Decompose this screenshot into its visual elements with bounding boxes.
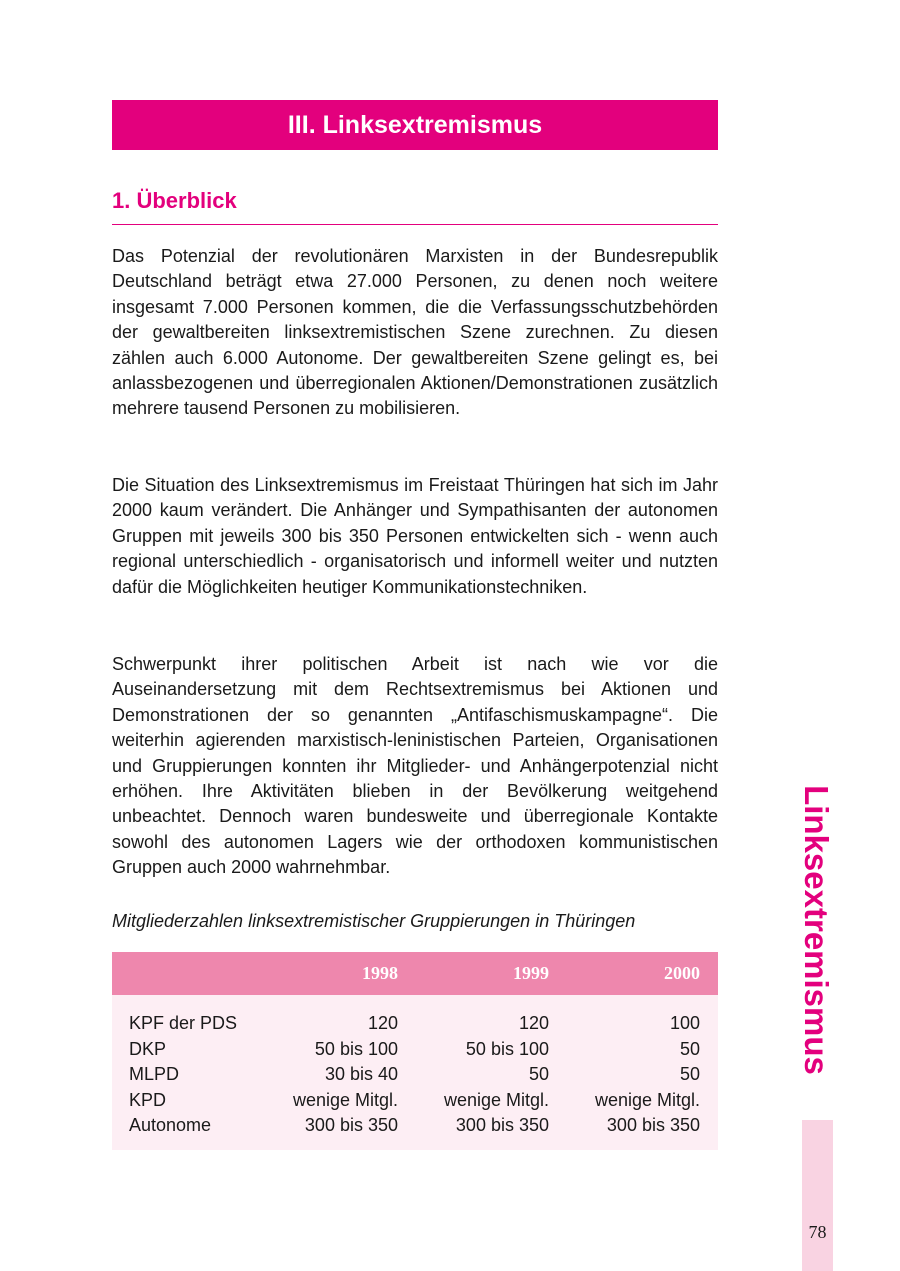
cell-1998: 120: [367, 1013, 398, 1033]
table-caption: Mitgliederzahlen linksextremistischer Gruppierungen in Thüringen: [112, 911, 636, 931]
column-header-1999: 1999: [513, 963, 549, 983]
cell-2000: 300 bis 350: [606, 1115, 700, 1136]
row-label: KPD: [129, 1089, 167, 1110]
cell-1998: 50 bis 100: [314, 1038, 398, 1059]
paragraph-political-focus: Schwerpunkt ihrer politischen Arbeit ist nach wie vor die Auseinandersetzung mit dem Rechtsextremismus bei Aktionen und Demonstrationen der so genannten „Antifaschismuskampagne“. Die weiterhin agierenden marxistisch-leninistischen Parteien, Organisationen und Gruppierungen konnten ihr Mitglieder- und Anhängerpotenzial nicht erhöhen. Ihre Aktivitäten blieben in der Bevölkerung weitgehend unbeachtet. Dennoch waren bundesweite und überregionale Kontakte sowohl des autonomen Lagers wie der orthodoxen kommunistischen Gruppen auch 2000 wahrnehmbar.: [112, 654, 718, 878]
cell-1998: wenige Mitgl.: [292, 1089, 398, 1110]
cell-2000: 100: [669, 1013, 700, 1033]
chapter-title: III. Linksextremismus: [287, 110, 543, 139]
table-header-row: [112, 952, 718, 995]
thumb-index-tab: [802, 1120, 833, 1271]
cell-1999: 120: [518, 1013, 549, 1033]
column-header-2000: 2000: [664, 963, 700, 983]
table-row: [112, 1113, 718, 1139]
side-label-text: Linksextremismus: [798, 785, 835, 1075]
table-row: [112, 1037, 718, 1063]
chapter-title-bar: [112, 100, 718, 150]
row-label: KPF der PDS: [129, 1013, 238, 1033]
chapter-side-label: [796, 782, 836, 1078]
paragraph-thuringia-situation: Die Situation des Linksextremismus im Freistaat Thüringen hat sich im Jahr 2000 kaum verändert. Die Anhänger und Sympathisanten der autonomen Gruppen mit jeweils 300 bis 350 Personen entwickelten sich - wenn auch regional unterschiedlich - organisatorisch und informell weiter und nutzten dafür die Möglichkeiten heutiger Kommunikationstechniken.: [112, 475, 718, 597]
table-row: [112, 1062, 718, 1088]
table-body: [112, 1011, 718, 1139]
column-header-1998: 1998: [362, 963, 398, 983]
cell-2000: wenige Mitgl.: [594, 1089, 700, 1110]
cell-1998: 300 bis 350: [304, 1115, 398, 1136]
cell-1998: 30 bis 40: [324, 1064, 398, 1085]
cell-1999: wenige Mitgl.: [443, 1089, 549, 1110]
cell-1999: 50: [528, 1064, 549, 1085]
section-title: 1. Überblick: [112, 188, 718, 225]
membership-table: [112, 952, 718, 1150]
cell-1999: 300 bis 350: [455, 1115, 549, 1136]
row-label: MLPD: [129, 1064, 180, 1085]
cell-2000: 50: [679, 1038, 700, 1059]
page-number: 78: [808, 1222, 827, 1242]
cell-2000: 50: [679, 1064, 700, 1085]
paragraph-overview-potential: Das Potenzial der revolutionären Marxisten in der Bundesrepublik Deutschland beträgt etwa 27.000 Personen, zu denen noch weitere insgesamt 7.000 Personen kommen, die die Verfassungsschutzbehörden der gewaltbereiten linksextremistischen Szene zurechnen. Zu diesen zählen auch 6.000 Autonome. Der gewaltbereiten Szene gelingt es, bei anlassbezogenen und überregionalen Aktionen/Demonstrationen zusätzlich mehrere tausend Personen zu mobilisieren.: [112, 246, 718, 419]
row-label: DKP: [129, 1038, 167, 1059]
cell-1999: 50 bis 100: [465, 1038, 549, 1059]
table-row: [112, 1011, 718, 1037]
row-label: Autonome: [129, 1115, 212, 1136]
table-row: [112, 1088, 718, 1114]
